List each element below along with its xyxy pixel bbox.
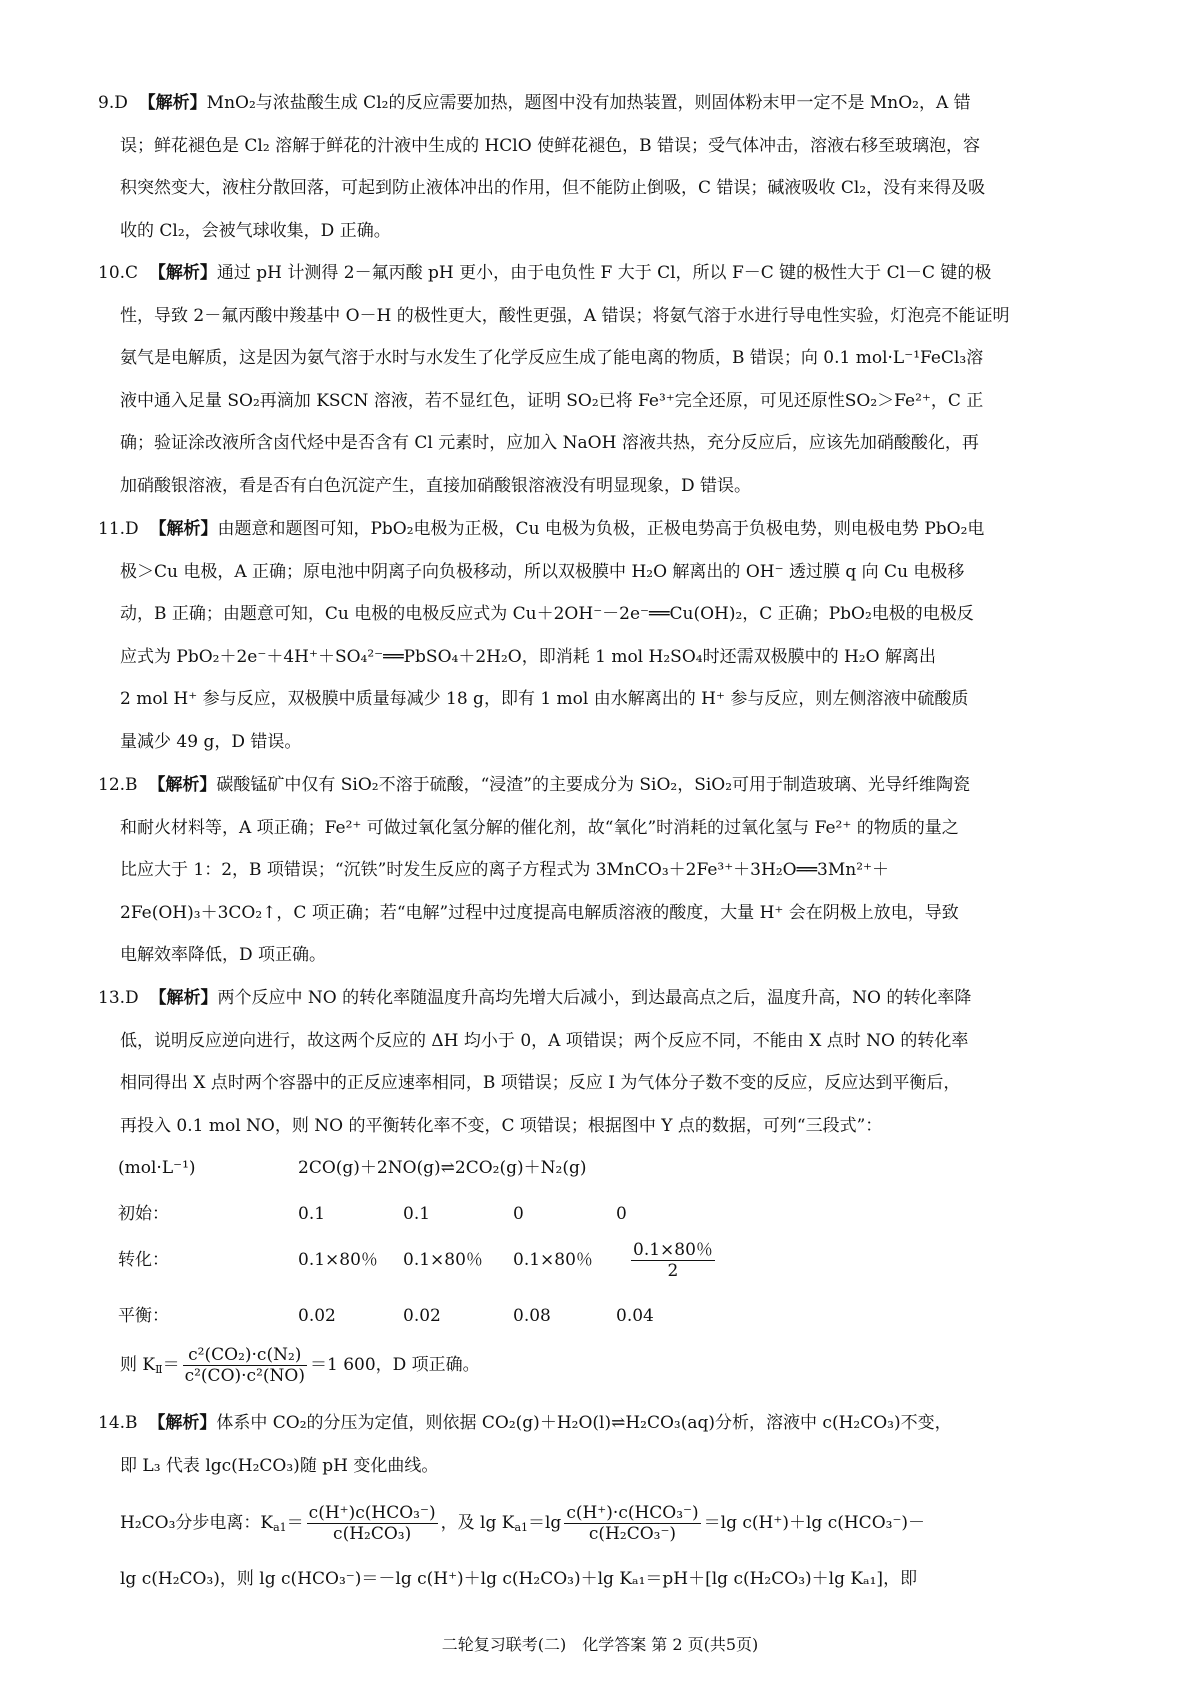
page-footer: 二轮复习联考(二) 化学答案 第 2 页(共5页) (441, 1635, 759, 1654)
formula-text: ＝lg (528, 1513, 562, 1533)
answer-text: 加硝酸银溶液，看是否有白色沉淀产生，直接加硝酸银溶液没有明显现象，D 错误。 (120, 475, 752, 496)
answer-text: 电解效率降低，D 项正确。 (120, 945, 327, 965)
answer-text: 液中通入足量 SO₂再滴加 KSCN 溶液，若不显红色，证明 SO₂已将 Fe³⁺完全还原，可见还原性SO₂＞Fe²⁺，C 正 (120, 390, 984, 411)
table-cell-fraction (628, 1240, 718, 1281)
answer-text: MnO₂与浓盐酸生成 Cl₂的反应需要加热，题图中没有加热装置，则固体粉末甲一定不是 MnO₂，A 错 (206, 93, 971, 113)
formula-subscript: a1 (273, 1521, 287, 1534)
ionization-formula (98, 1493, 1108, 1558)
question-number: 14.B (98, 1413, 138, 1433)
table-cell: 0.08 (513, 1306, 551, 1326)
answer-text: 体系中 CO₂的分压为定值，则依据 CO₂(g)＋H₂O(l)⇌H₂CO₃(aq)分析，溶液中 c(H₂CO₃)不变， (216, 1413, 952, 1433)
fraction-denominator: c(H₂CO₃⁻) (588, 1524, 677, 1544)
formula-text: ＝ (286, 1513, 304, 1533)
answer-text: 2 mol H⁺ 参与反应，双极膜中质量每减少 18 g，即有 1 mol 由水解离出的 H⁺ 参与反应，则左侧溶液中硫酸质 (120, 689, 969, 709)
answer-11 (98, 508, 1108, 763)
table-cell: 0.1×80％ (513, 1250, 593, 1270)
formula-text: ＝lg c(H⁺)＋lg c(HCO₃⁻)－ (703, 1513, 926, 1533)
k-result: ＝1 600，D 项正确。 (309, 1355, 480, 1375)
fraction-numerator: c(H⁺)c(HCO₃⁻) (308, 1503, 436, 1523)
fraction-denominator: c(H₂CO₃) (333, 1524, 412, 1544)
answer-text: 动，B 正确；由题意可知，Cu 电极的电极反应式为 Cu＋2OH⁻－2e⁻══Cu(OH)₂，C 正确；PbO₂电极的电极反 (120, 604, 974, 624)
unit-label: (mol·L⁻¹) (118, 1158, 196, 1178)
answer-text: 碳酸锰矿中仅有 SiO₂不溶于硫酸，“浸渣”的主要成分为 SiO₂，SiO₂可用于制造玻璃、光导纤维陶瓷 (216, 775, 971, 795)
table-cell: 0.02 (298, 1306, 336, 1326)
analysis-tag: 【解析】 (138, 93, 207, 113)
answer-12 (98, 764, 1108, 977)
question-number: 12.B (98, 775, 138, 795)
analysis-tag: 【解析】 (148, 263, 217, 283)
answer-10 (98, 252, 1108, 507)
table-cell: 0 (513, 1204, 524, 1224)
analysis-tag: 【解析】 (149, 988, 218, 1008)
table-cell: 0.1 (403, 1204, 431, 1224)
question-number: 11.D (98, 519, 139, 539)
answer-text: 两个反应中 NO 的转化率随温度升高均先增大后减小，到达最高点之后，温度升高，NO 的转化率降 (217, 988, 972, 1008)
answer-text: 相同得出 X 点时两个容器中的正反应速率相同，B 项错误；反应 I 为气体分子数不变的反应，反应达到平衡后， (120, 1073, 961, 1093)
fraction-numerator: 0.1×80％ (633, 1240, 713, 1260)
row-label: 平衡： (118, 1306, 169, 1326)
answer-text: 由题意和题图可知，PbO₂电极为正极，Cu 电极为负极，正极电势高于负极电势，则电极电势 PbO₂电 (217, 519, 985, 539)
equilibrium-constant: 则 $K_Ⅱ=$ $\frac{\text{c²(CO₂)·c(N₂)}}{\text{c²(CO)·c²(NO)}}$ ＝1 600，D 项正确。 (120, 1345, 480, 1386)
answer-text: 再投入 0.1 mol NO，则 NO 的平衡转化率不变，C 项错误；根据图中 Y 点的数据，可列“三段式”： (120, 1115, 883, 1136)
table-cell: 0.02 (403, 1306, 441, 1326)
answer-text: 性，导致 2－氟丙酸中羧基中 O－H 的极性更大，酸性更强，A 错误；将氨气溶于水进行导电性实验，灯泡亮不能证明 (120, 305, 1010, 326)
fraction-denominator: 2 (667, 1261, 679, 1281)
three-stage-table (118, 1148, 738, 1342)
answer-text: 氨气是电解质，这是因为氨气溶于水时与水发生了化学反应生成了能电离的物质，B 错误；向 0.1 mol·L⁻¹FeCl₃溶 (120, 348, 984, 368)
formula-subscript: a1 (514, 1521, 528, 1534)
k-prefix: 则 K (120, 1355, 156, 1375)
fraction-denominator: c²(CO)·c²(NO) (184, 1366, 305, 1386)
answer-text: 即 L₃ 代表 lgc(H₂CO₃)随 pH 变化曲线。 (120, 1455, 439, 1476)
answer-text: 2Fe(OH)₃＋3CO₂↑，C 项正确；若“电解”过程中过度提高电解质溶液的酸度，大量 H⁺ 会在阴极上放电，导致 (120, 902, 959, 923)
answer-text: 极＞Cu 电极，A 正确；原电池中阴离子向负极移动，所以双极膜中 H₂O 解离出的 OH⁻ 透过膜 q 向 Cu 电极移 (120, 561, 965, 582)
fraction-numerator: c²(CO₂)·c(N₂) (183, 1345, 307, 1366)
formula-text: H₂CO₃分步电离：K (120, 1513, 274, 1533)
answer-text: 比应大于 1：2，B 项错误；“沉铁”时发生反应的离子方程式为 3MnCO₃＋2Fe³⁺＋3H₂O══3Mn²⁺＋ (120, 860, 889, 880)
question-number: 9.D (98, 93, 128, 113)
table-row (118, 1240, 738, 1296)
table-cell: 0.1×80％ (298, 1250, 378, 1270)
fraction-numerator: c(H⁺)·c(HCO₃⁻) (566, 1503, 699, 1523)
answer-text: 积突然变大，液柱分散回落，可起到防止液体冲出的作用，但不能防止倒吸，C 错误；碱液吸收 Cl₂，没有来得及吸 (120, 178, 986, 198)
table-row (118, 1194, 738, 1240)
answer-text: 低，说明反应逆向进行，故这两个反应的 ΔH 均小于 0，A 项错误；两个反应不同，不能由 X 点时 NO 的转化率 (120, 1030, 969, 1051)
row-label: 转化： (118, 1250, 169, 1270)
question-number: 10.C (98, 263, 139, 283)
table-header-row (118, 1148, 738, 1194)
answer-text: 通过 pH 计测得 2－氟丙酸 pH 更小，由于电负性 F 大于 Cl，所以 F－C 键的极性大于 Cl－C 键的极 (216, 263, 992, 283)
question-number: 13.D (98, 988, 139, 1008)
table-row (118, 1296, 738, 1342)
row-label: 初始： (118, 1204, 169, 1224)
table-cell: 0.1 (298, 1204, 326, 1224)
reaction-equation: 2CO(g)＋2NO(g)⇌2CO₂(g)＋N₂(g) (298, 1158, 587, 1178)
table-cell: 0.04 (616, 1306, 654, 1326)
answer-9 (98, 82, 1108, 252)
formula-text: ，及 lg K (440, 1513, 515, 1533)
answer-13 (98, 977, 1108, 1147)
analysis-tag: 【解析】 (148, 775, 217, 795)
k-subscript: Ⅱ (155, 1363, 163, 1376)
answer-text: 确；验证涂改液所含卤代烃中是否含有 Cl 元素时，应加入 NaOH 溶液共热，充分反应后，应该先加硝酸酸化，再 (120, 433, 979, 453)
answer-text: 和耐火材料等，A 项正确；Fe²⁺ 可做过氧化氢分解的催化剂，故“氧化”时消耗的过氧化氢与 Fe²⁺ 的物质的量之 (120, 817, 959, 838)
answer-text: 应式为 PbO₂＋2e⁻＋4H⁺＋SO₄²⁻══PbSO₄＋2H₂O，即消耗 1 mol H₂SO₄时还需双极膜中的 H₂O 解离出 (120, 646, 936, 667)
answer-text: lg c(H₂CO₃)，则 lg c(HCO₃⁻)＝－lg c(H⁺)＋lg c(H₂CO₃)＋lg Kₐ₁＝pH＋[lg c(H₂CO₃)＋lg Kₐ₁]，即 (120, 1569, 918, 1589)
analysis-tag: 【解析】 (148, 1413, 217, 1433)
table-cell: 0 (616, 1204, 627, 1224)
analysis-tag: 【解析】 (149, 519, 218, 539)
answer-text: 量减少 49 g，D 错误。 (120, 731, 302, 752)
answer-text: 误；鲜花褪色是 Cl₂ 溶解于鲜花的汁液中生成的 HClO 使鲜花褪色，B 错误；受气体冲击，溶液右移至玻璃泡，容 (120, 135, 980, 156)
table-cell: 0.1×80％ (403, 1250, 483, 1270)
answer-14 (98, 1402, 1108, 1601)
answer-text: 收的 Cl₂，会被气球收集，D 正确。 (120, 220, 391, 241)
